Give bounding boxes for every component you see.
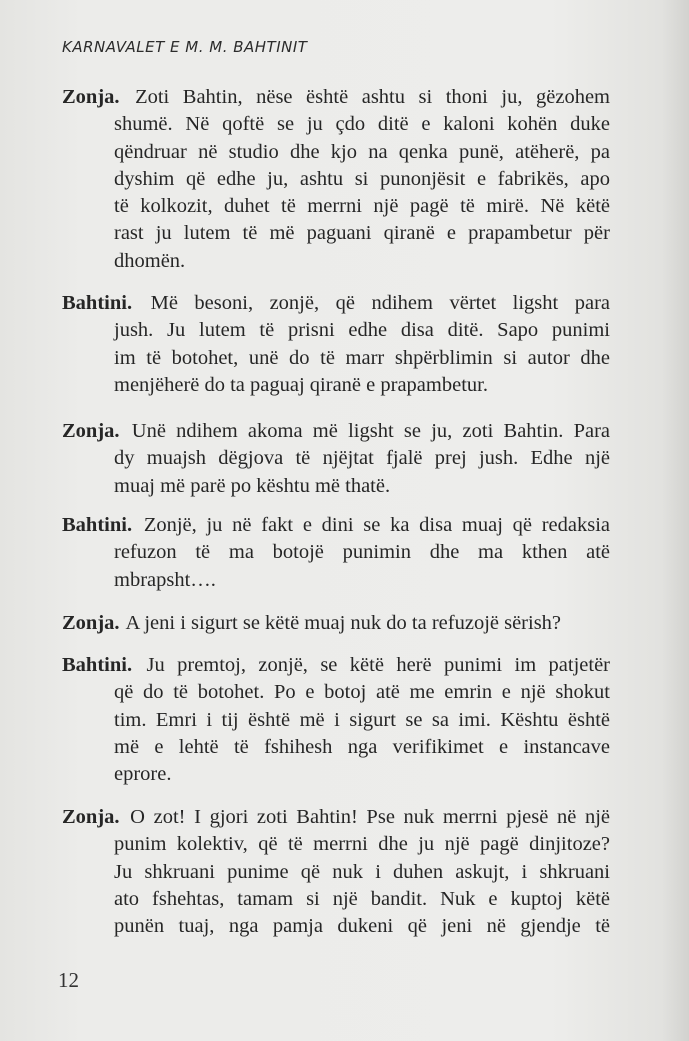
speech-first-line — [62, 418, 610, 445]
speech-line: që do të botohet. Po e botoj atë me emrin e një shokut — [114, 681, 610, 704]
speech-text: Zoti Bahtin, nëse është ashtu si thoni ju, gëzohem — [135, 86, 611, 108]
speaker-name: Bahtini. — [62, 292, 133, 314]
speech-first-line — [62, 610, 610, 637]
speech-block — [62, 652, 610, 788]
speech-text: O zot! I gjori zoti Bahtin! Pse nuk merrni pjesë në një — [130, 806, 610, 828]
speech-line: menjëherë do ta paguaj qiranë e prapambetur. — [114, 373, 488, 396]
speech-line: punën tuaj, nga pamja dukeni që jeni në gjendje të — [114, 915, 610, 938]
speech-line: dhomën. — [114, 249, 186, 272]
speaker-name: Zonja. — [62, 806, 120, 828]
speech-line: qëndruar në studio dhe kjo na qenka punë, atëherë, pa — [114, 140, 610, 163]
speech-block — [62, 512, 610, 594]
speech-line: rast ju lutem të më paguani qiranë e prapambetur për — [114, 222, 610, 245]
speaker-name: Bahtini. — [62, 514, 133, 536]
speech-first-line — [62, 512, 610, 539]
speech-text: Ju premtoj, zonjë, se këtë herë punimi im patjetër — [146, 654, 610, 676]
speech-line: dy muajsh dëgjova të njëjtat fjalë prej jush. Edhe një — [114, 447, 610, 470]
speech-line: tim. Emri i tij është më i sigurt se sa imi. Kështu është — [114, 708, 610, 731]
speech-first-line — [62, 652, 610, 679]
running-head: KARNAVALET E M. M. BAHTINIT — [62, 38, 308, 56]
speech-line: mbrapsht…. — [114, 568, 216, 591]
speaker-name: Zonja. — [62, 86, 120, 108]
speech-line: im të botohet, unë do të marr shpërblimin si autor dhe — [114, 346, 610, 369]
speaker-name: Zonja. — [62, 612, 120, 634]
speech-block — [62, 84, 610, 275]
speech-text: Më besoni, zonjë, që ndihem vërtet ligsht para — [150, 292, 610, 314]
speech-line: më e lehtë të fshihesh nga verifikimet e instancave — [114, 735, 610, 758]
speech-first-line — [62, 290, 610, 317]
speech-line: të kolkozit, duhet të merrni një pagë të mirë. Në këtë — [114, 195, 610, 218]
speech-block — [62, 804, 610, 940]
speech-text: Zonjë, ju në fakt e dini se ka disa muaj që redaksia — [143, 514, 610, 536]
speech-text: Unë ndihem akoma më ligsht se ju, zoti Bahtin. Para — [131, 420, 610, 442]
speech-line: ato fshehtas, tamam si një bandit. Nuk e kuptoj këtë — [114, 887, 610, 910]
speech-first-line — [62, 804, 610, 831]
speech-line: Ju shkruani punime që nuk i duhen askujt, i shkruani — [114, 860, 610, 883]
speaker-name: Zonja. — [62, 420, 120, 442]
speech-line: refuzon të ma botojë punimin dhe ma kthen atë — [114, 541, 610, 564]
speaker-name: Bahtini. — [62, 654, 133, 676]
speech-line: dyshim që edhe ju, ashtu si punonjësit e fabrikës, apo — [114, 167, 610, 190]
speech-first-line — [62, 84, 610, 111]
speech-block — [62, 610, 610, 637]
page-number: 12 — [58, 968, 79, 992]
speech-block — [62, 290, 610, 399]
speech-line: jush. Ju lutem të prisni edhe disa ditë. Sapo punimi — [114, 319, 610, 342]
speech-line: punim kolektiv, që të merrni dhe ju një pagë dinjitoze? — [114, 833, 610, 856]
speech-line: muaj më parë po kështu më thatë. — [114, 474, 391, 497]
speech-line: shumë. Në qoftë se ju çdo ditë e kaloni kohën duke — [114, 113, 610, 136]
speech-text: A jeni i sigurt se këtë muaj nuk do ta refuzojë sërish? — [125, 612, 562, 634]
speech-line: eprore. — [114, 763, 172, 786]
speech-block — [62, 418, 610, 500]
